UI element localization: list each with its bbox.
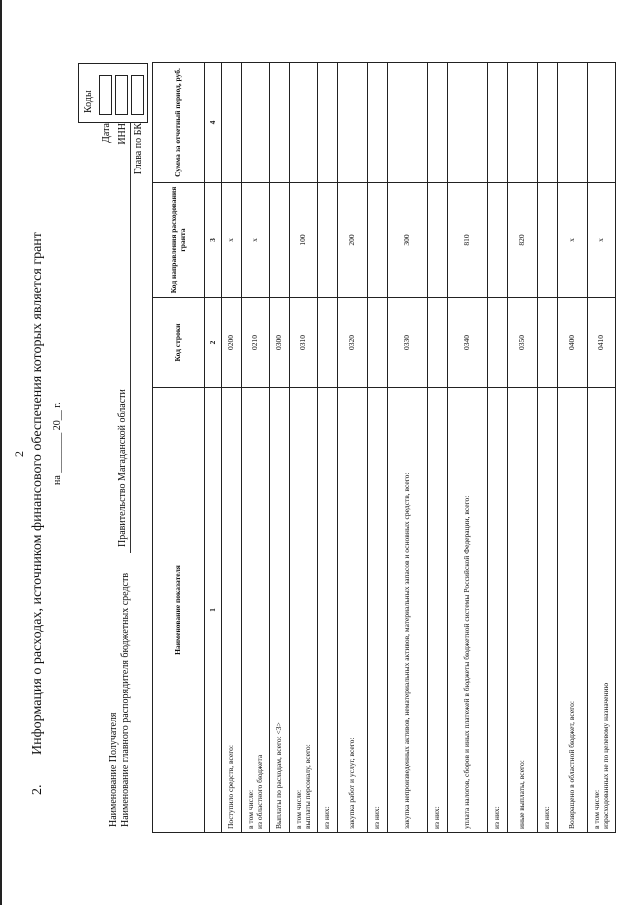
section-title: Информация о расходах, источником финансового обеспечения которых является грант [30, 232, 45, 755]
row-amount [338, 63, 368, 183]
row-line-code: 0330 [388, 298, 428, 388]
table-row [588, 63, 616, 833]
row-name-detail: из областного бюджета [254, 754, 264, 829]
row-direction-code [538, 183, 558, 298]
row-amount [270, 63, 290, 183]
distributor-value: Правительство Магаданской области [117, 389, 128, 547]
table-row [388, 63, 428, 833]
header-line-code: Код строки [153, 298, 205, 388]
row-line-code [368, 298, 388, 388]
code-label-inn: ИНН [117, 123, 128, 145]
row-line-code: 0310 [290, 298, 318, 388]
row-amount [508, 63, 538, 183]
table-row [428, 63, 448, 833]
row-name-prefix: в том числе: [245, 789, 255, 829]
table-row [538, 63, 558, 833]
row-direction-code: x [222, 183, 242, 298]
row-name: Выплаты по расходам, всего: <3> [270, 388, 290, 833]
row-line-code [318, 298, 338, 388]
header-number: 4 [205, 63, 222, 183]
row-direction-code: 100 [290, 183, 318, 298]
row-line-code [488, 298, 508, 388]
row-line-code: 0410 [588, 298, 616, 388]
row-name: Поступило средств, всего: [222, 388, 242, 833]
row-name: из них: [428, 388, 448, 833]
row-name: иные выплаты, всего: [508, 388, 538, 833]
header-direction-code: Код направления расходования гранта [153, 183, 205, 298]
row-name-prefix: в том числе: [293, 789, 303, 829]
table-row [368, 63, 388, 833]
report-date-line: на ________ 20__ г. [52, 402, 63, 485]
table-row [290, 63, 318, 833]
code-box-bk [131, 75, 144, 115]
row-direction-code: 820 [508, 183, 538, 298]
row-amount [538, 63, 558, 183]
row-line-code: 0210 [242, 298, 270, 388]
header-number: 1 [205, 388, 222, 833]
row-direction-code: x [242, 183, 270, 298]
table-row [338, 63, 368, 833]
row-direction-code: x [588, 183, 616, 298]
row-direction-code [428, 183, 448, 298]
row-direction-code [270, 183, 290, 298]
header-number: 2 [205, 298, 222, 388]
table-row [242, 63, 270, 833]
header-amount: Сумма за отчетный период, руб. [153, 63, 205, 183]
row-name-detail: выплаты персоналу, всего: [302, 744, 312, 829]
code-label-date: Дата [101, 123, 112, 143]
table-row [488, 63, 508, 833]
row-name [290, 388, 318, 833]
table-row [508, 63, 538, 833]
row-line-code [538, 298, 558, 388]
table-row [558, 63, 588, 833]
code-label-bk: Глава по БК [133, 123, 144, 175]
row-name-detail: израсходованных не по целевому назначению [600, 682, 610, 829]
scan-edge-line [0, 0, 2, 905]
row-name: Возвращено в областной бюджет, всего: [558, 388, 588, 833]
row-direction-code: 300 [388, 183, 428, 298]
row-amount [448, 63, 488, 183]
recipient-label: Наименование Получателя [108, 712, 119, 827]
row-direction-code: 810 [448, 183, 488, 298]
code-box-inn [115, 75, 128, 115]
row-direction-code [368, 183, 388, 298]
row-amount [388, 63, 428, 183]
row-name [242, 388, 270, 833]
row-name: из них: [538, 388, 558, 833]
row-direction-code: 200 [338, 183, 368, 298]
table-row [270, 63, 290, 833]
row-name: уплата налогов, сборов и иных платежей в бюджеты бюджетной системы Российской Федерации, всего: [448, 388, 488, 833]
row-line-code: 0400 [558, 298, 588, 388]
row-name [588, 388, 616, 833]
row-amount [488, 63, 508, 183]
section-heading [30, 232, 46, 795]
row-amount [318, 63, 338, 183]
header-number: 3 [205, 183, 222, 298]
row-amount [588, 63, 616, 183]
row-line-code [428, 298, 448, 388]
page-number: 2 [12, 451, 26, 457]
codes-title: Коды [83, 90, 94, 113]
row-name: из них: [318, 388, 338, 833]
table-row [448, 63, 488, 833]
row-name: из них: [368, 388, 388, 833]
row-amount [368, 63, 388, 183]
row-name: закупка работ и услуг, всего: [338, 388, 368, 833]
row-direction-code [318, 183, 338, 298]
row-line-code: 0200 [222, 298, 242, 388]
table-row [222, 63, 242, 833]
row-amount [428, 63, 448, 183]
row-amount [222, 63, 242, 183]
row-name-prefix: в том числе: [591, 789, 601, 829]
row-direction-code [488, 183, 508, 298]
row-amount [558, 63, 588, 183]
code-box-date [99, 75, 112, 115]
row-line-code: 0340 [448, 298, 488, 388]
row-line-code: 0320 [338, 298, 368, 388]
row-name: закупка непроизведенных активов, нематериальных активов, материальных запасов и основных средств, всего: [388, 388, 428, 833]
distributor-label: Наименование главного распорядителя бюджетных средств [120, 572, 131, 827]
section-number: 2. [30, 784, 45, 795]
expenses-table [152, 62, 616, 833]
header-indicator: Наименование показателя [153, 388, 205, 833]
row-amount [290, 63, 318, 183]
row-name: из них: [488, 388, 508, 833]
row-line-code: 0350 [508, 298, 538, 388]
table-row [318, 63, 338, 833]
row-direction-code: x [558, 183, 588, 298]
row-amount [242, 63, 270, 183]
row-line-code: 0300 [270, 298, 290, 388]
distributor-underline [130, 123, 131, 553]
